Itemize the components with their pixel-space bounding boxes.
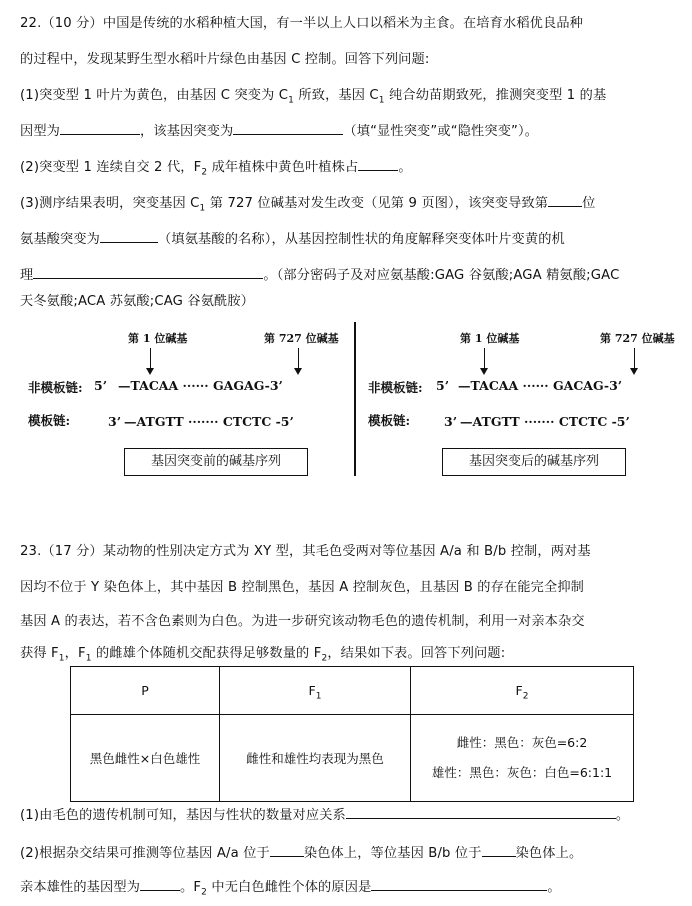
text: ，F [64,646,86,661]
subscript: 1 [378,95,385,106]
q22-subquestion-1 [20,84,678,106]
table-header-row [71,667,634,715]
text: 。（部分密码子及对应氨基酸:GAG 谷氨酸;AGA 精氨酸;GAC [263,268,620,283]
arrow-down-icon [146,368,154,375]
subscript: 1 [199,203,206,214]
f2-female-ratio: 雌性：黑色：灰色=6:2 [456,735,588,750]
answer-blank-mechanism[interactable] [33,266,263,279]
text: 位 [582,196,596,211]
template-sequence-before: —ATGTT ······· CTCTC -5’ [124,414,294,429]
prime-label: 3’ [108,414,122,429]
text: 染色体上。 [515,846,583,861]
text: 获得 F [20,646,59,661]
text: (3)测序结果表明，突变基因 C [20,196,200,211]
nontemplate-sequence-before: —TACAA ······ GAGAG-3’ [118,378,283,393]
text: （填氨基酸的名称），从基因控制性状的角度解释突变体叶片变黄的机 [158,232,565,247]
prime-label: 3’ [444,414,458,429]
q23-subquestion-2-cont [20,876,678,898]
text: (2)突变型 1 连续自交 2 代，F [20,160,202,175]
table-row [71,715,634,802]
template-strand-label: 模板链: [28,413,71,428]
text: F [308,683,316,698]
prime-label: 5’ [94,378,108,393]
answer-blank-b-chromosome[interactable] [482,844,516,857]
text: (1)由毛色的遗传机制可知，基因与性状的数量对应关系 [20,808,346,823]
label-base-1: 第 1 位碱基 [128,332,188,345]
q23-subquestion-1 [20,804,678,823]
text: 亲本雄性的基因型为 [20,880,141,895]
nontemplate-sequence-after: —TACAA ······ GACAG-3’ [458,378,623,393]
q23-subquestion-2 [20,842,678,861]
text: (1)突变型 1 叶片为黄色，由基因 C 突变为 C [20,88,289,103]
answer-blank-position[interactable] [548,194,582,207]
cell-parents: 黑色雌性×白色雄性 [71,715,220,802]
header-p: P [71,667,220,715]
label-base-1: 第 1 位碱基 [460,332,520,345]
q22-subquestion-1-cont [20,120,678,139]
text: 的雌雄个体随机交配获得足够数量的 F [91,646,322,661]
q23-line-3: 基因 A 的表达，若不含色素则为白色。为进一步研究该动物毛色的遗传机制，利用一对亲本杂交 [20,614,585,629]
text: 成年植株中黄色叶植株占 [207,160,359,175]
nontemplate-strand-label: 非模板链: [368,380,423,395]
answer-blank-amino-acid[interactable] [100,230,158,243]
q23-line-4 [20,642,678,664]
q22-codon-note: 天冬氨酸;ACA 苏氨酸;CAG 谷氨酰胺） [20,294,255,309]
arrow-shaft [150,348,151,370]
arrow-shaft [634,348,635,370]
dna-sequence-diagram [20,318,682,488]
answer-blank-genotype[interactable] [60,122,140,135]
arrow-down-icon [630,368,638,375]
text: F [515,683,523,698]
subscript: 2 [321,653,328,664]
cell-f2 [411,715,634,802]
answer-blank-reason[interactable] [371,878,547,891]
label-base-727: 第 727 位碱基 [600,332,675,345]
answer-blank-ratio[interactable] [358,158,398,171]
text: 氨基酸突变为 [20,232,101,247]
q23-line-1: 23.（17 分）某动物的性别决定方式为 XY 型，其毛色受两对等位基因 A/a 和 B/b 控制，两对基 [20,544,591,559]
text: 所致，基因 C [294,88,379,103]
answer-blank-relationship[interactable] [346,806,616,819]
answer-blank-a-chromosome[interactable] [270,844,304,857]
text: 染色体上，等位基因 B/b 位于 [303,846,482,861]
prime-label: 5’ [436,378,450,393]
q22-subquestion-2 [20,156,678,178]
header-f1 [220,667,411,715]
text: 。 [547,880,561,895]
text: (2)根据杂交结果可推测等位基因 A/a 位于 [20,846,270,861]
subscript: 2 [201,887,208,898]
text: 纯合幼苗期致死，推测突变型 1 的基 [384,88,607,103]
answer-blank-male-genotype[interactable] [140,878,180,891]
text: 第 727 位碱基对发生改变（见第 9 页图），该突变导致第 [205,196,549,211]
cross-results-table [70,666,634,802]
q22-line-1: 22.（10 分）中国是传统的水稻种植大国，有一半以上人口以稻米为主食。在培育水稻优良品种 [20,16,584,31]
subscript: 1 [85,653,92,664]
q23-line-2: 因均不位于 Y 染色体上，其中基因 B 控制黑色，基因 A 控制灰色，且基因 B 的存在能完全抑制 [20,580,584,595]
arrow-shaft [298,348,299,370]
q22-subquestion-3-cont [20,228,678,247]
text: 。 [398,160,412,175]
text: 理 [20,268,34,283]
text: （填“显性突变”或“隐性突变”）。 [343,124,539,139]
caption-before: 基因突变前的碱基序列 [124,448,308,476]
caption-after: 基因突变后的碱基序列 [442,448,626,476]
subscript: 1 [58,653,65,664]
text: 中无白色雌性个体的原因是 [207,880,372,895]
arrow-down-icon [480,368,488,375]
arrow-down-icon [294,368,302,375]
q22-subquestion-3-mechanism [20,264,678,283]
text: 。F [180,880,202,895]
q22-line-2: 的过程中，发现某野生型水稻叶片绿色由基因 C 控制。回答下列问题: [20,52,430,67]
subscript: 1 [288,95,295,106]
subscript: 2 [201,167,208,178]
f2-male-ratio: 雄性：黑色：灰色：白色=6:1:1 [431,765,613,780]
text: ，结果如下表。回答下列问题: [327,646,506,661]
subscript: 1 [315,691,322,702]
label-base-727: 第 727 位碱基 [264,332,339,345]
subscript: 2 [522,691,529,702]
template-strand-label: 模板链: [368,413,411,428]
text: 。 [615,808,630,823]
template-sequence-after: —ATGTT ······· CTCTC -5’ [460,414,630,429]
nontemplate-strand-label: 非模板链: [28,380,83,395]
header-f2 [411,667,634,715]
q22-subquestion-3 [20,192,678,214]
panel-divider [354,322,356,476]
cell-f1: 雌性和雄性均表现为黑色 [220,715,411,802]
answer-blank-mutation-type[interactable] [233,122,343,135]
text: 因型为 [20,124,61,139]
text: ，该基因突变为 [140,124,234,139]
arrow-shaft [484,348,485,370]
